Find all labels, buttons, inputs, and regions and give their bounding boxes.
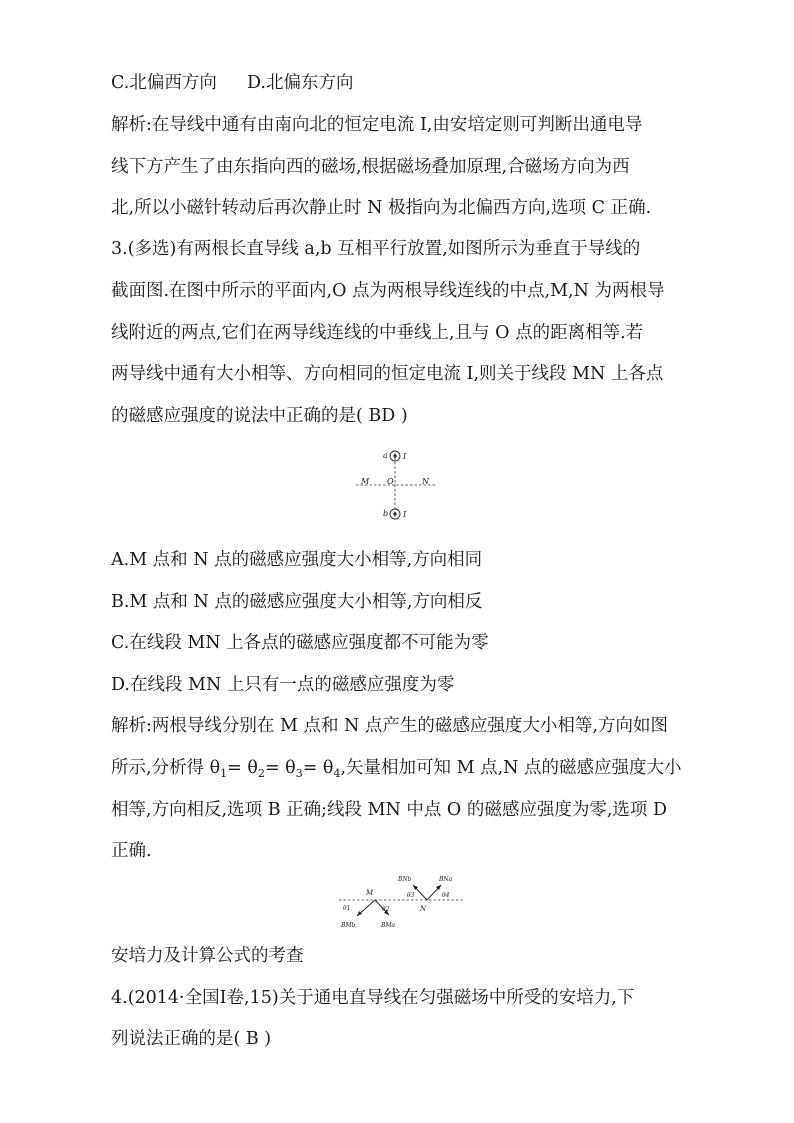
label-bmb: BMb — [341, 922, 356, 929]
figure-vectors — [335, 870, 470, 932]
label-bma: BMa — [381, 922, 396, 929]
label-theta3: θ3 — [407, 892, 415, 899]
option-c: C.北偏西方向 — [111, 73, 217, 93]
analysis-line: 所示,分析得 $\theta_1= \theta_2= \theta_3= \theta_4$,矢量相加可知 M 点,N 点的磁感应强度大小 — [111, 758, 682, 780]
label-n: N — [420, 905, 427, 913]
question-line: 的磁感应强度的说法中正确的是( BD ) — [111, 406, 408, 426]
question-line: 4.(2014·全国Ⅰ卷,15)关于通电直导线在匀强磁场中所受的安培力,下 — [111, 988, 635, 1008]
label-current: I — [403, 452, 407, 461]
option-c: C.在线段 MN 上各点的磁感应强度都不可能为零 — [111, 633, 489, 653]
option-b: B.M 点和 N 点的磁感应强度大小相等,方向相反 — [111, 592, 483, 612]
label-m: M — [361, 477, 370, 486]
question-line: 两导线中通有大小相等、方向相同的恒定电流 I,则关于线段 MN 上各点 — [111, 364, 664, 384]
analysis-line: 正确. — [111, 841, 152, 861]
question-line: 线附近的两点,它们在两导线连线的中垂线上,且与 O 点的距离相等.若 — [111, 323, 644, 343]
label-a: a — [383, 451, 388, 460]
label-b: b — [383, 509, 389, 518]
label-bnb: BNb — [398, 876, 412, 883]
label-theta2: θ2 — [382, 906, 390, 913]
label-o: O — [387, 477, 394, 486]
question-line: 3.(多选)有两根长直导线 a,b 互相平行放置,如图所示为垂直于导线的 — [111, 239, 641, 259]
analysis-line: 线下方产生了由东指向西的磁场,根据磁场叠加原理,合磁场方向为西 — [111, 157, 630, 177]
label-current: I — [403, 510, 407, 519]
option-a: A.M 点和 N 点的磁感应强度大小相等,方向相同 — [111, 550, 483, 570]
label-bna: BNa — [439, 876, 453, 883]
option-d: D.北偏东方向 — [247, 73, 354, 93]
section-title: 安培力及计算公式的考查 — [111, 946, 304, 966]
question-line: 列说法正确的是( B ) — [111, 1029, 272, 1049]
analysis-line: 相等,方向相反,选项 B 正确;线段 MN 中点 O 的磁感应强度为零,选项 D — [111, 800, 667, 820]
analysis-line: 解析:两根导线分别在 M 点和 N 点产生的磁感应强度大小相等,方向如图 — [111, 716, 668, 736]
analysis-line: 解析:在导线中通有由南向北的恒定电流 I,由安培定则可判断出通电导 — [111, 115, 643, 135]
figure-wires — [352, 445, 442, 525]
label-m: M — [366, 889, 374, 897]
question-line: 截面图.在图中所示的平面内,O 点为两根导线连线的中点,M,N 为两根导 — [111, 281, 665, 301]
analysis-line: 北,所以小磁针转动后再次静止时 N 极指向为北偏西方向,选项 C 正确. — [111, 198, 652, 218]
label-n: N — [422, 477, 429, 486]
label-theta1: θ1 — [343, 905, 351, 912]
option-d: D.在线段 MN 上只有一点的磁感应强度为零 — [111, 675, 455, 695]
label-theta4: θ4 — [442, 892, 450, 899]
